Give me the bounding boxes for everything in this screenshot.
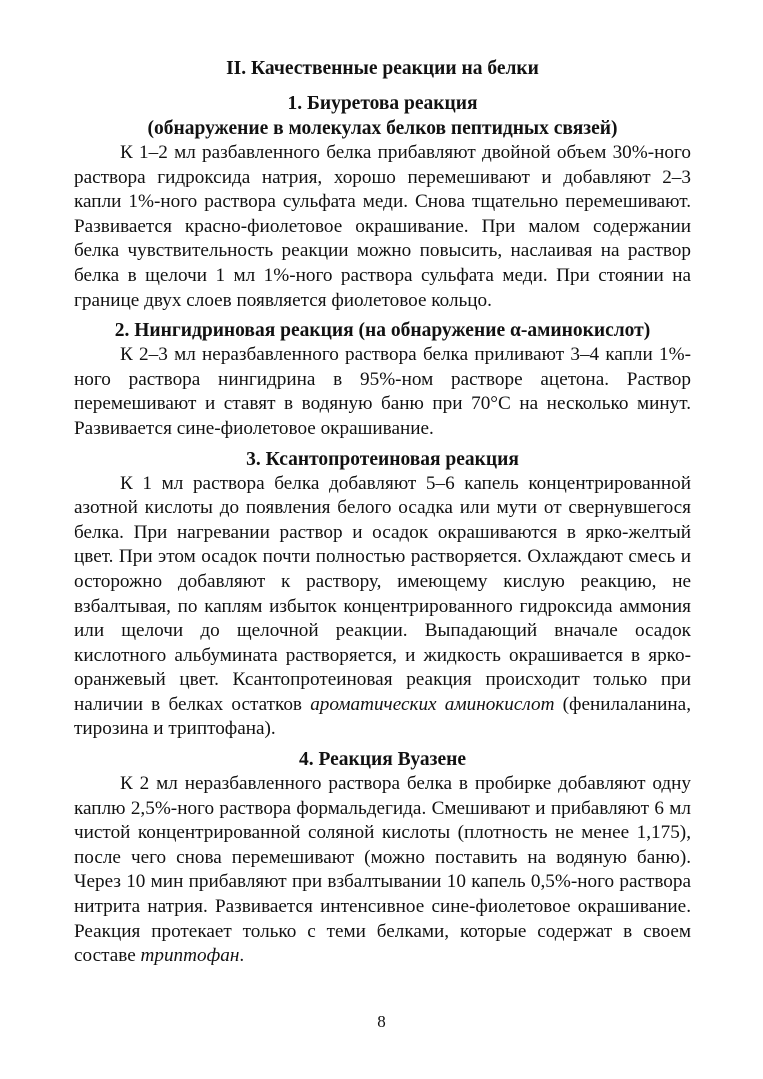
ninhydrin-paragraph: К 2–3 мл неразбавленного раствора белка приливают 3–4 капли 1%-ного раствора нингидрина в 95%-ном растворе ацетона. Раствор перемешивают и ставят в водяную баню при 70°С на несколько минут. Развивается сине-фиолетовое окрашивание. [74,344,691,439]
xanthoprotein-tail: (фенилаланина, тирозина и триптофана). [74,693,691,740]
xanthoprotein-paragraph [74,472,691,743]
xanthoprotein-emphasis: ароматических аминокислот [310,693,555,715]
page-content [74,56,691,969]
voisenet-emphasis: триптофан [140,945,240,967]
voisenet-heading: 4. Реакция Вуазене [298,749,467,771]
voisenet-paragraph [74,772,691,969]
biuret-subheading: (обнаружение в молекулах белков пептидных связей) [147,118,618,139]
xanthoprotein-text: К 1 мл раствора белка добавляют 5–6 капель концентрированной азотной кислоты до появления белого осадка или мути от свернувшегося белка. При нагревании раствор и осадок окрашиваются в ярко-желтый цвет. При этом осадок почти полностью растворяется. Охлаждают смесь и осторожно добавляют к раствору, имеющему кислую реакцию, не взбалтывая, по каплям избыток концентрированного гидроксида аммония или щелочи до щелочной реакции. Выпадающий вначале осадок кислотного альбумината растворяется, и жидкость окрашивается в ярко-оранжевый цвет. Ксантопротеиновая реакция происходит только при наличии в белках остатков [74,472,691,715]
page-number: 8 [377,1012,386,1031]
biuret-paragraph: К 1–2 мл разбавленного белка прибавляют двойной объем 30%-ного раствора гидроксида натрия, хорошо перемешивают и добавляют 2–3 капли 1%-ного раствора сульфата меди. Снова тщательно перемешивают. Развивается красно-фиолетовое окрашивание. При малом содержании белка чувствительность реакции можно повысить, наслаивая на раствор белка в щелочи 1 мл 1%-ного раствора сульфата меди. При стоянии на границе двух слоев появляется фиолетовое кольцо. [74,142,691,311]
biuret-heading: 1. Биуретова реакция [287,93,478,114]
ninhydrin-heading: 2. Нингидриновая реакция (на обнаружение α-аминокислот) [114,320,651,342]
voisenet-tail: . [239,945,245,967]
xanthoprotein-heading: 3. Ксантопротеиновая реакция [246,448,519,470]
section-title: II. Качественные реакции на белки [226,58,539,79]
voisenet-text: К 2 мл неразбавленного раствора белка в пробирке добавляют одну каплю 2,5%-ного раствора формальдегида. Смешивают и прибавляют 6 мл чистой концентрированной соляной кислоты (плотность не менее 1,175), после чего снова перемешивают (можно поставить на водяную баню). Через 10 мин прибавляют при взбалтывании 10 капель 0,5%-ного раствора нитрита натрия. Развивается интенсивное сине-фиолетовое окрашивание. Реакция протекает только с теми белками, которые содержат в своем составе [74,773,691,967]
